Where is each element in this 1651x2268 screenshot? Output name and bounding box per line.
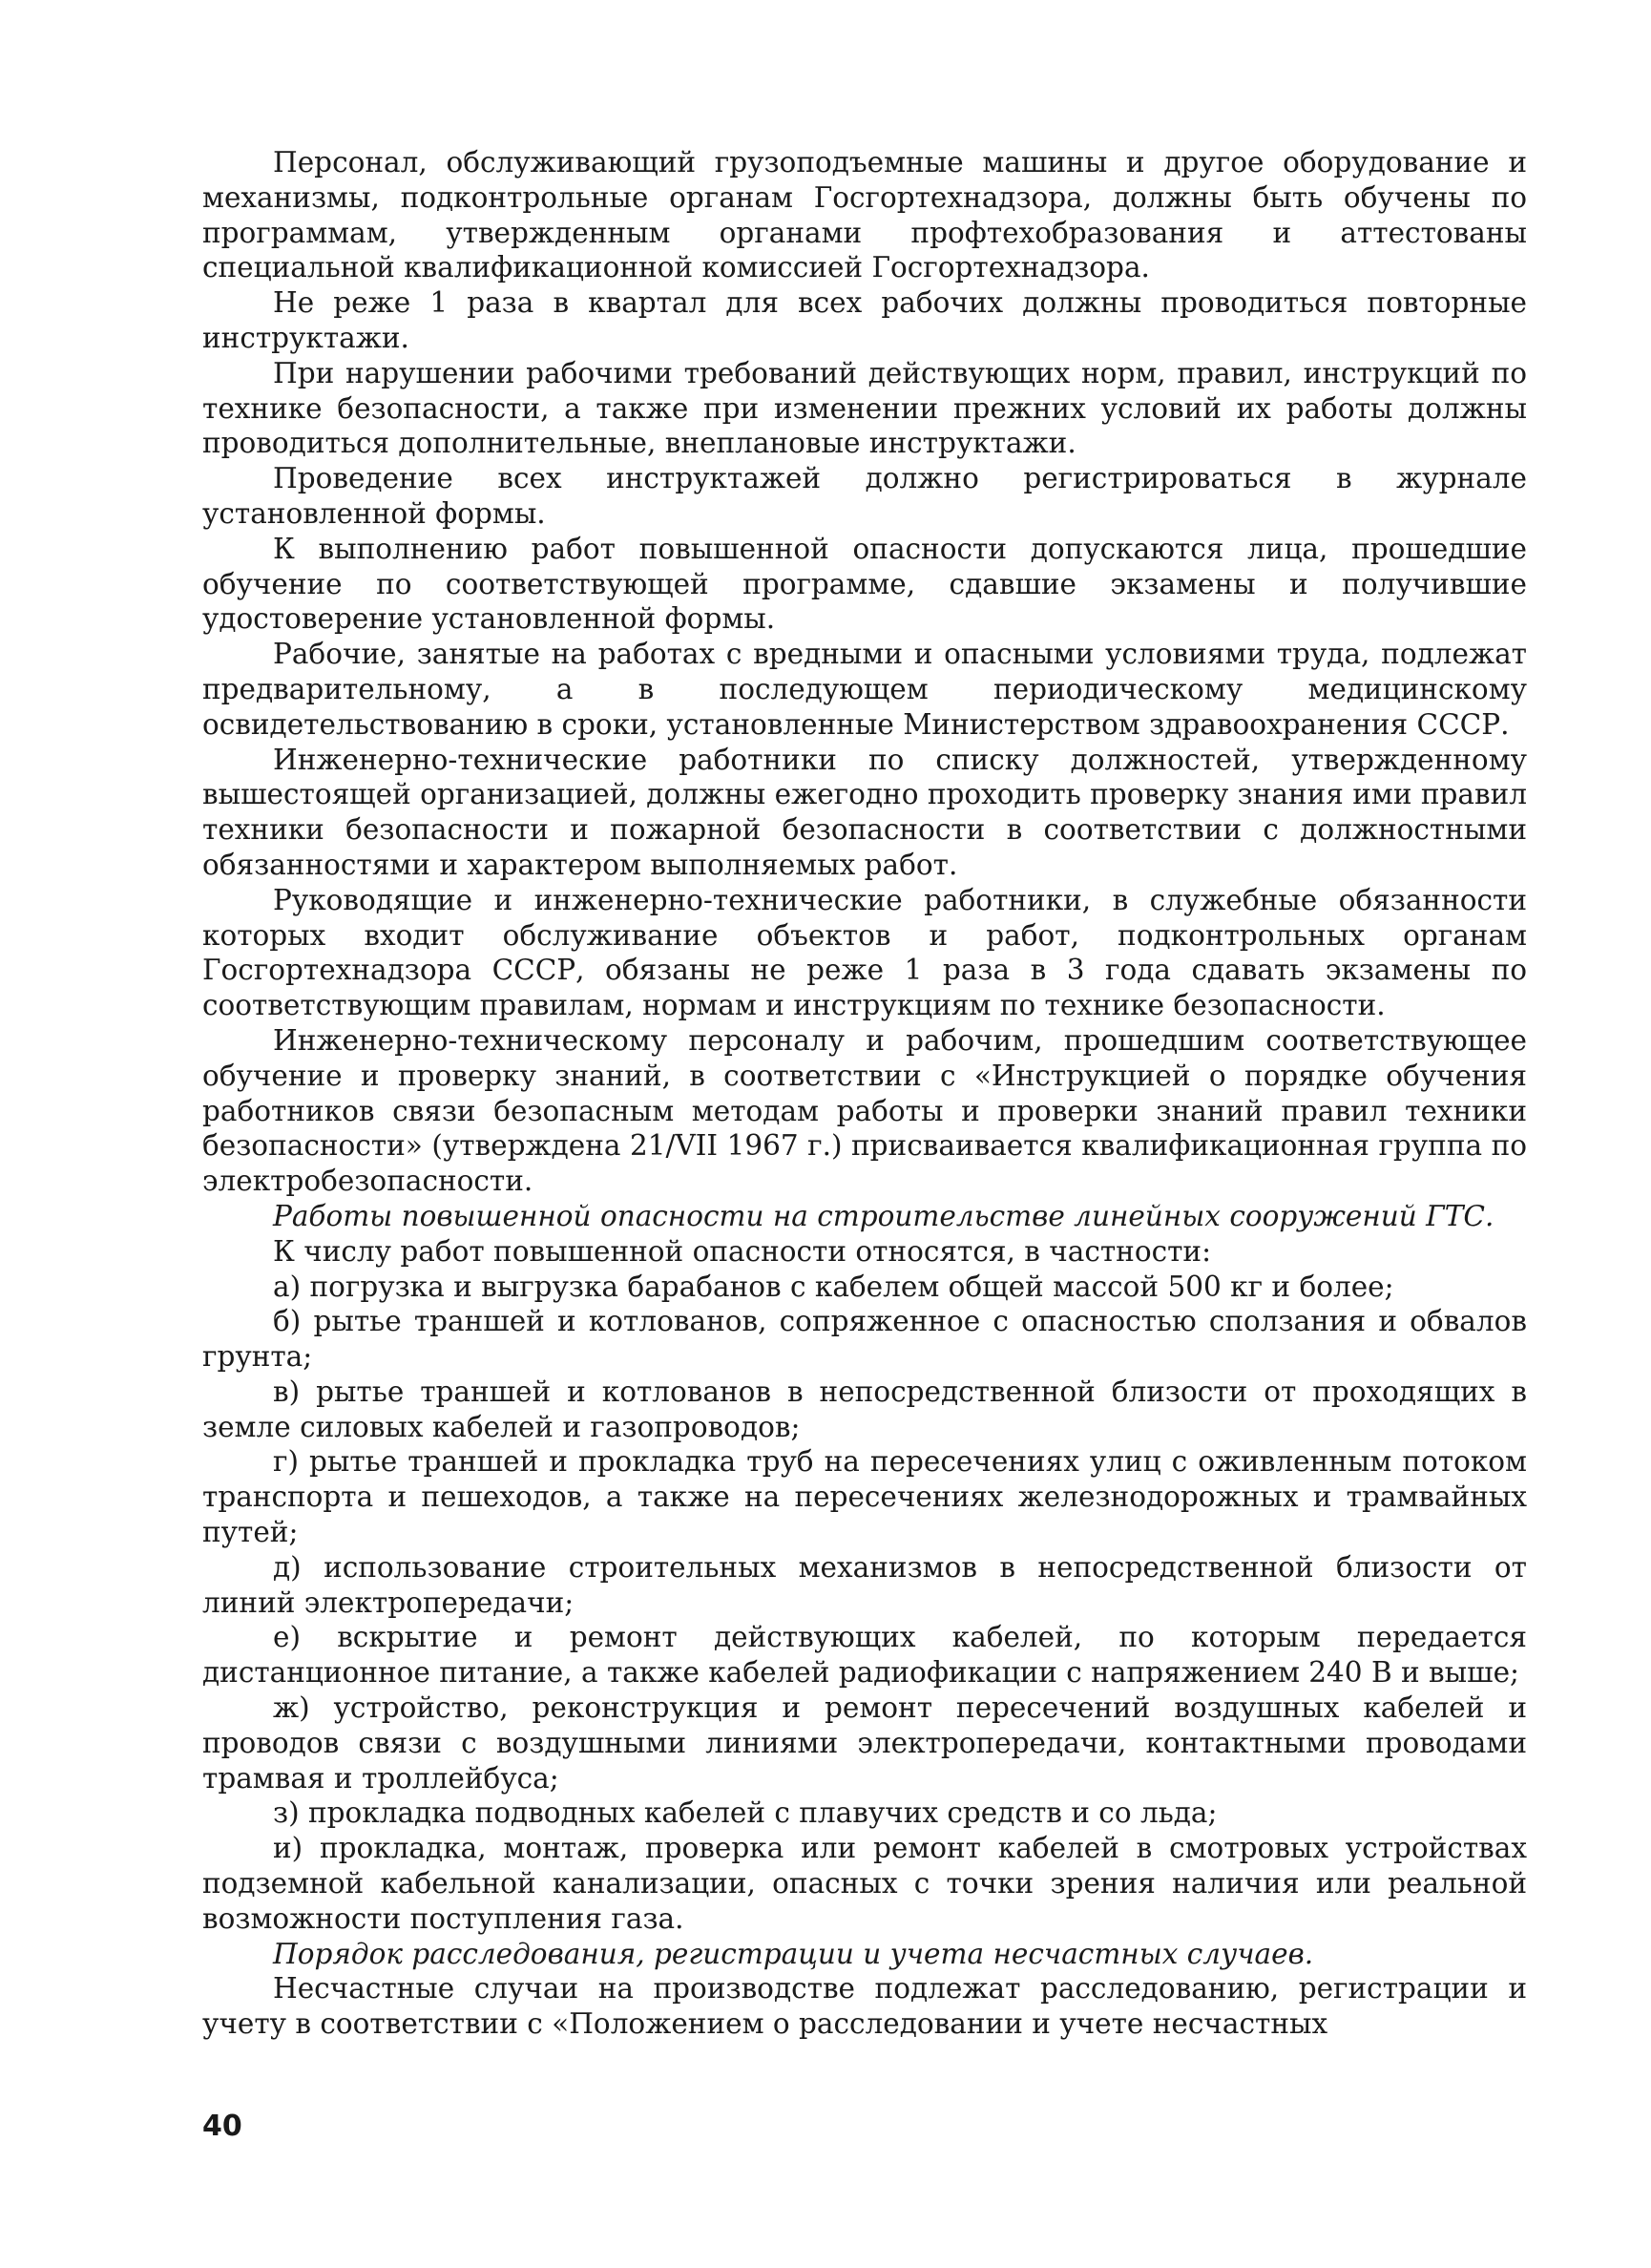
paragraph-hazard-list-intro: К числу работ повышенной опасности относятся, в частности: bbox=[273, 1234, 1212, 1268]
paragraph-quarterly-briefing: Не реже 1 раза в квартал для всех рабочих должны проводиться повторные инструктажи. bbox=[202, 286, 1527, 354]
list-item-d: д) использование строительных механизмов в непосредственной близости от линий электропередачи; bbox=[202, 1550, 1527, 1619]
section-heading-accident-procedure: Порядок расследования, регистрации и учета несчастных случаев. bbox=[273, 1937, 1314, 1970]
section-heading-hazardous-works: Работы повышенной опасности на строительстве линейных сооружений ГТС. bbox=[273, 1199, 1494, 1232]
page-text bbox=[202, 145, 1527, 2042]
paragraph-accident-investigation: Несчастные случаи на производстве подлежат расследованию, регистрации и учету в соответствии с «Положением о расследовании и учете несчастных bbox=[202, 1972, 1527, 2041]
paragraph-medical-exam: Рабочие, занятые на работах с вредными и опасными условиями труда, подлежат предварительному, а в последующем периодическому медицинскому освидетельствованию в сроки, установленные Министерством здравоохранения СССР. bbox=[202, 638, 1527, 741]
paragraph-qualification-group: Инженерно-техническому персоналу и рабочим, прошедшим соответствующее обучение и проверку знаний, в соответствии с «Инструкцией о порядке обучения работников связи безопасным методам работы и проверки знаний правил техники безопасности» (утверждена 21/VII 1967 г.) присваивается квалификационная группа по электробезопасности. bbox=[202, 1023, 1527, 1198]
list-item-v: в) рытье траншей и котлованов в непосредственной близости от проходящих в земле силовых кабелей и газопроводов; bbox=[202, 1375, 1527, 1443]
paragraph-hazard-admission: К выполнению работ повышенной опасности допускаются лица, прошедшие обучение по соответствующей программе, сдавшие экзамены и получившие удостоверение установленной формы. bbox=[202, 532, 1527, 636]
list-item-e: е) вскрытие и ремонт действующих кабелей, по которым передается дистанционное питание, а также кабелей радиофикации с напряжением 240 В и выше; bbox=[202, 1621, 1527, 1690]
paragraph-personnel-training: Персонал, обслуживающий грузоподъемные машины и другое оборудование и механизмы, подконтрольные органам Госгортехнадзора, должны быть обучены по программам, утвержденным органами профтехобразования и аттестованы специальной квалификационной комиссией Госгортехнадзора. bbox=[202, 146, 1527, 284]
list-item-g: г) рытье траншей и прокладка труб на пересечениях улиц с оживленным потоком транспорта и пешеходов, а также на пересечениях железнодорожных и трамвайных путей; bbox=[202, 1445, 1527, 1549]
paragraph-briefing-journal: Проведение всех инструктажей должно регистрироваться в журнале установленной формы. bbox=[202, 462, 1527, 530]
list-item-b: б) рытье траншей и котлованов, сопряженное с опасностью сползания и обвалов грунта; bbox=[202, 1305, 1527, 1374]
list-item-a: а) погрузка и выгрузка барабанов с кабелем общей массой 500 кг и более; bbox=[273, 1270, 1394, 1303]
paragraph-manager-exams: Руководящие и инженерно-технические работники, в служебные обязанности которых входит обслуживание объектов и работ, подконтрольных органам Госгортехнадзора СССР, обязаны не реже 1 раза в 3 года сдавать экзамены по соответствующим правилам, нормам и инструкциям по технике безопасности. bbox=[202, 883, 1527, 1022]
paragraph-engineer-check: Инженерно-технические работники по списку должностей, утвержденному вышестоящей организацией, должны ежегодно проходить проверку знания ими правил техники безопасности и пожарной безопасности в соответствии с должностными обязанностями и характером выполняемых работ. bbox=[202, 743, 1528, 881]
paragraph-extra-briefing: При нарушении рабочими требований действующих норм, правил, инструкций по технике безопасности, а также при изменении прежних условий их работы должны проводиться дополнительные, внеплановые инструктажи. bbox=[202, 356, 1527, 460]
list-item-i: и) прокладка, монтаж, проверка или ремонт кабелей в смотровых устройствах подземной кабельной канализации, опасных с точки зрения наличия или реальной возможности поступления газа. bbox=[202, 1832, 1527, 1935]
page-number: 40 bbox=[202, 2110, 242, 2143]
list-item-z: з) прокладка подводных кабелей с плавучих средств и со льда; bbox=[273, 1796, 1218, 1830]
list-item-zh: ж) устройство, реконструкция и ремонт пересечений воздушных кабелей и проводов связи с воздушными линиями электропередачи, контактными проводами трамвая и троллейбуса; bbox=[202, 1691, 1527, 1795]
